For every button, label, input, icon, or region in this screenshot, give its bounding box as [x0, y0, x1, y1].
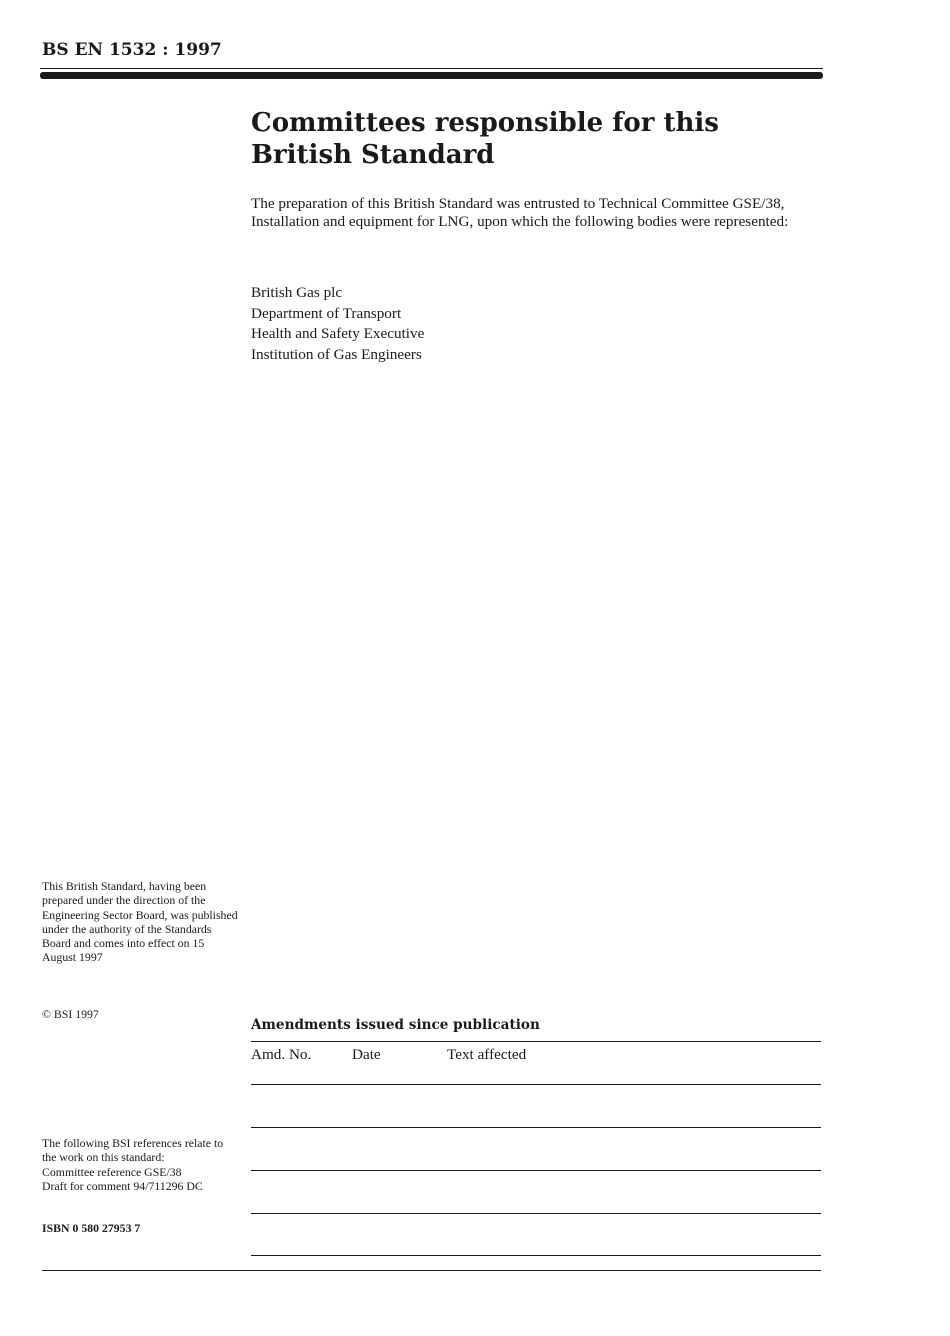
references-intro: The following BSI references relate to the work on this standard: — [42, 1136, 224, 1165]
represented-body: Department of Transport — [251, 304, 402, 322]
footer-rule — [42, 1270, 821, 1271]
page-title — [251, 107, 811, 171]
document-reference: BS EN 1532 : 1997 — [42, 40, 222, 60]
page-title-line-2: British Standard — [251, 140, 495, 170]
amendments-row-rule — [251, 1213, 821, 1214]
represented-body: Health and Safety Executive — [251, 325, 425, 343]
represented-body: Institution of Gas Engineers — [251, 346, 422, 364]
bsi-references-note — [42, 1136, 238, 1193]
amendments-col-date: Date — [352, 1046, 381, 1063]
publication-note: This British Standard, having been prepared under the direction of the Engineering Sector Board, was published under the authority of the Standards Board and comes into effect on 15 August 1997 — [42, 879, 238, 965]
amendments-row-rule — [251, 1084, 821, 1085]
amendments-row-rule — [251, 1170, 821, 1171]
amendments-row-rule — [251, 1255, 821, 1256]
committee-intro: The preparation of this British Standard was entrusted to Technical Committee GSE/38, Installation and equipment for LNG, upon which the following bodies were represented: — [251, 195, 789, 230]
isbn: ISBN 0 580 27953 7 — [42, 1221, 141, 1235]
header-rule-thick — [40, 72, 823, 79]
committee-reference: Committee reference GSE/38 — [42, 1164, 182, 1179]
draft-for-comment: Draft for comment 94/711296 DC — [42, 1178, 203, 1193]
represented-bodies-list — [251, 283, 424, 366]
amendments-title: Amendments issued since publication — [251, 1017, 540, 1033]
amendments-col-text-affected: Text affected — [447, 1046, 527, 1063]
amendments-row-rule — [251, 1127, 821, 1128]
represented-body: British Gas plc — [251, 284, 343, 301]
page-title-line-1: Committees responsible for this — [251, 108, 719, 138]
amendments-table-top-rule — [251, 1041, 821, 1042]
header-rule-thin — [40, 68, 823, 69]
copyright-notice: © BSI 1997 — [42, 1007, 99, 1021]
amendments-col-amd-no: Amd. No. — [251, 1046, 312, 1063]
